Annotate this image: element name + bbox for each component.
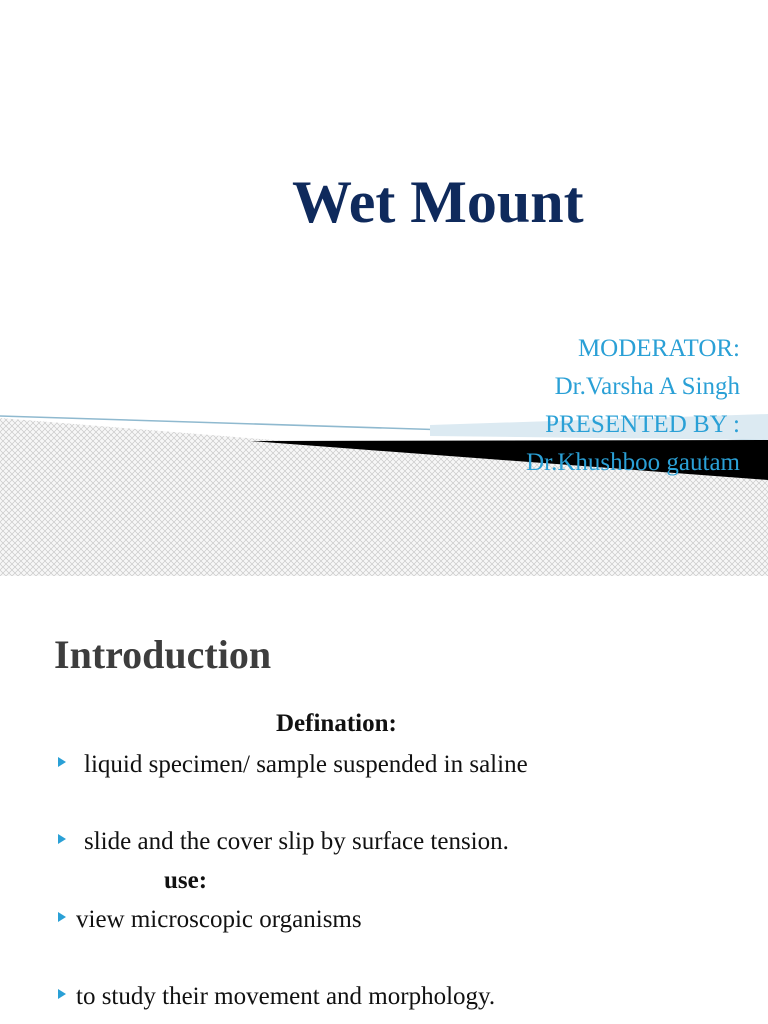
slide-title: Wet Mount <box>292 169 584 235</box>
bullet-arrow-icon <box>58 834 66 844</box>
definition-point-1 <box>58 750 528 780</box>
definition-point-text: slide and the cover slip by surface tension. <box>84 828 509 855</box>
presenter-name: Dr.Khushboo gautam <box>526 449 740 476</box>
bullet-arrow-icon <box>58 989 66 999</box>
bullet-arrow-icon <box>58 757 66 767</box>
moderator-name: Dr.Varsha A Singh <box>554 373 740 400</box>
definition-label: Defination: <box>276 710 397 737</box>
definition-point-2 <box>58 827 509 857</box>
presenter-heading: PRESENTED BY : <box>545 411 740 438</box>
use-point-text: view microscopic organisms <box>76 906 362 933</box>
use-label: use: <box>164 867 208 894</box>
use-point-text: to study their movement and morphology. <box>76 983 496 1010</box>
use-point-1 <box>58 905 362 935</box>
section-heading: Introduction <box>54 632 272 677</box>
credits-block <box>526 330 740 482</box>
use-point-2 <box>58 982 495 1012</box>
definition-point-text: liquid specimen/ sample suspended in saline <box>84 751 528 778</box>
bullet-arrow-icon <box>58 912 66 922</box>
moderator-heading: MODERATOR: <box>577 335 740 362</box>
